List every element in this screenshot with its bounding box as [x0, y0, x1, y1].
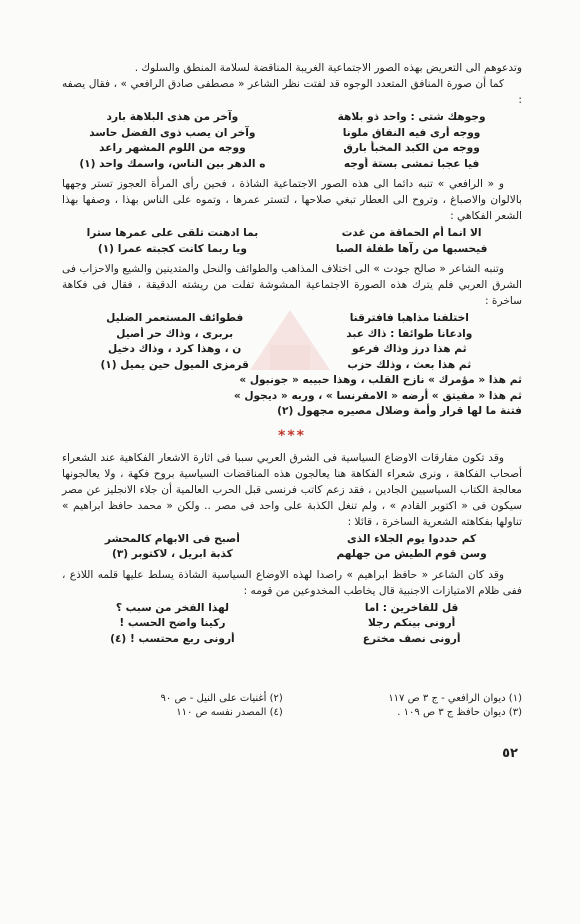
poem-line: فيا عجبا تمشى بستة أوجه ه الدهر بين الناس، واسمك واحد (١)	[79, 157, 480, 170]
poem-line: الا انما أم الحماقة من غدت بما ادهنت تلقى على عمرها سترا	[86, 227, 482, 239]
paragraph-2: كما أن صورة المنافق المتعدد الوجوه قد لفتت نظر الشاعر « مصطفى صادق الرافعي » ، فقال يصفه :	[62, 78, 522, 106]
footnote: (٢) أغنيات على النيل - ص ٩٠	[160, 693, 283, 704]
paragraph-1: وتدعوهم الى التعريض بهذه الصور الاجتماعية الغريبة المناقضة لسلامة المنطق والسلوك .	[134, 62, 522, 74]
footnote: (٣) ديوان حافظ ج ٣ ص ١٠٩ .	[397, 707, 522, 718]
poem-line: وجوهك شتى : واحد ذو بلاهة وآخر من هذى البلاهة بارد	[106, 111, 486, 123]
paragraph-6: وقد كان الشاعر « حافظ ابراهيم » راصدا لهذه الاوضاع السياسية الشاذة يسلط عليها قلمه اللاذع ، ففى ظلام الامتيازات الاجنبية قال يخاطب المخدوعين من قومه :	[62, 568, 522, 597]
poem-line: كم حددوا يوم الجلاء الذى أصبح فى الابهام كالمحشر	[104, 532, 477, 545]
poem-line: ثم هذا درز وذاك فرعو ن ، وهذا كرد ، وذاك دخيل	[108, 343, 467, 355]
poem-hafiz-evacuation	[62, 532, 522, 563]
section-divider-stars: ***	[278, 427, 306, 444]
paragraph-4: وتنبه الشاعر « صالح جودت » الى اختلاف المذاهب والطوائف والنحل والمتدينين والشيع والاحزاب فى الشرق العربي فلم يترك هذه الصورة الاجتماعية المشوشة تفلت من ريشته الدقيقة ، فقال فى فكاهة ساخرة :	[62, 263, 522, 307]
footnote-row	[62, 706, 522, 720]
poem-rafii-old-woman	[62, 226, 522, 257]
poem-line: ووجه من الكبد المخبأ بارق ووجه من اللوم المشهر راعد	[99, 142, 480, 154]
poem-line: أرونى نصف مخترع أرونى ربع محتسب ! (٤)	[110, 632, 461, 645]
poem-hafiz-pride	[62, 601, 522, 648]
page-number: ٥٢	[502, 746, 518, 761]
poem-line: ثم هذا « مفيتق » أرضه « الامفرنسا » ، وربه « ديجول »	[233, 389, 522, 402]
page-body	[62, 60, 522, 651]
poem-line: ثم هذا « مؤمرك » نازح القلب ، وهذا حبيبه « جونبول »	[239, 374, 522, 386]
poem-jawdat-sects	[62, 311, 522, 420]
poem-rafii-faces	[62, 110, 522, 172]
footnote: (٤) المصدر نفسه ص ١١٠	[176, 707, 283, 718]
poem-line: ووجه أرى فيه النفاق ملونا وآخر ان يصب ذوى الفضل حاسد	[89, 126, 481, 139]
poem-line: اختلفنا مذاهبا فافترقنا فطوائف المستعمر الضليل	[106, 312, 469, 324]
poem-line: ثم هذا بعث ، وذلك حزب قرمزى الميول حين يميل (١)	[100, 358, 472, 371]
footnote-row	[62, 692, 522, 706]
poem-line: فتنة ما لها قرار وأمة وضلال مصيره مجهول (٢)	[277, 405, 522, 417]
poem-line: فيحسبها من رآها طفلة الصبا ويا ربما كانت كجبته عمرا (١)	[97, 242, 488, 255]
paragraph-5: وقد تكون مفارقات الاوضاع السياسية فى الشرق العربي سببا فى اثارة الاشعار الفكاهية عند الشعراء أصحاب الفكاهة ، ونرى شعراء الفكاهة هنا يعالجون هذه المناقضات السياسية بروح فكهة ، ولا يعالجونها معالجة الكتاب السياسيين الجادين ، فقد زعم كاتب فرنسى قبل الحرب العالمية أن جلاء الانجليز عن مصر سيكون فى « اكتوبر القادم » ، ولم تنغل الكذبة على واحد فى مصر .. ولكن « محمد حافظ ابراهيم » تناولها بفكاهته الشعرية الساخرة ، قائلا :	[62, 451, 522, 528]
paragraph-3: و « الرافعي » تنبه دائما الى هذه الصور الاجتماعية الشاذة ، فحين رأى المرأة العجوز تستر وجهها بالالوان والاصباغ ، وتروح الى العطار تبغي صلاحها ، لتستر عمرها ، وتموه على الناس بهذا ، وصفها بهذا الشعر الفكاهي :	[62, 178, 522, 222]
poem-line: قل للفاخرين : اما لهذا الفخر من سبب ؟	[115, 601, 459, 614]
poem-line: وسن قوم الطيش من جهلهم كذبة ابريل ، لاكتوبر (٣)	[111, 548, 487, 560]
footnotes	[62, 692, 522, 720]
poem-line: وادعانا طوائفا : ذاك عبد بربرى ، وذاك حر أصيل	[116, 327, 473, 340]
poem-line: أرونى بينكم رجلا ركينا واضح الحسب !	[119, 617, 456, 629]
footnote: (١) ديوان الرافعي - ج ٣ ص ١١٧	[388, 693, 522, 704]
